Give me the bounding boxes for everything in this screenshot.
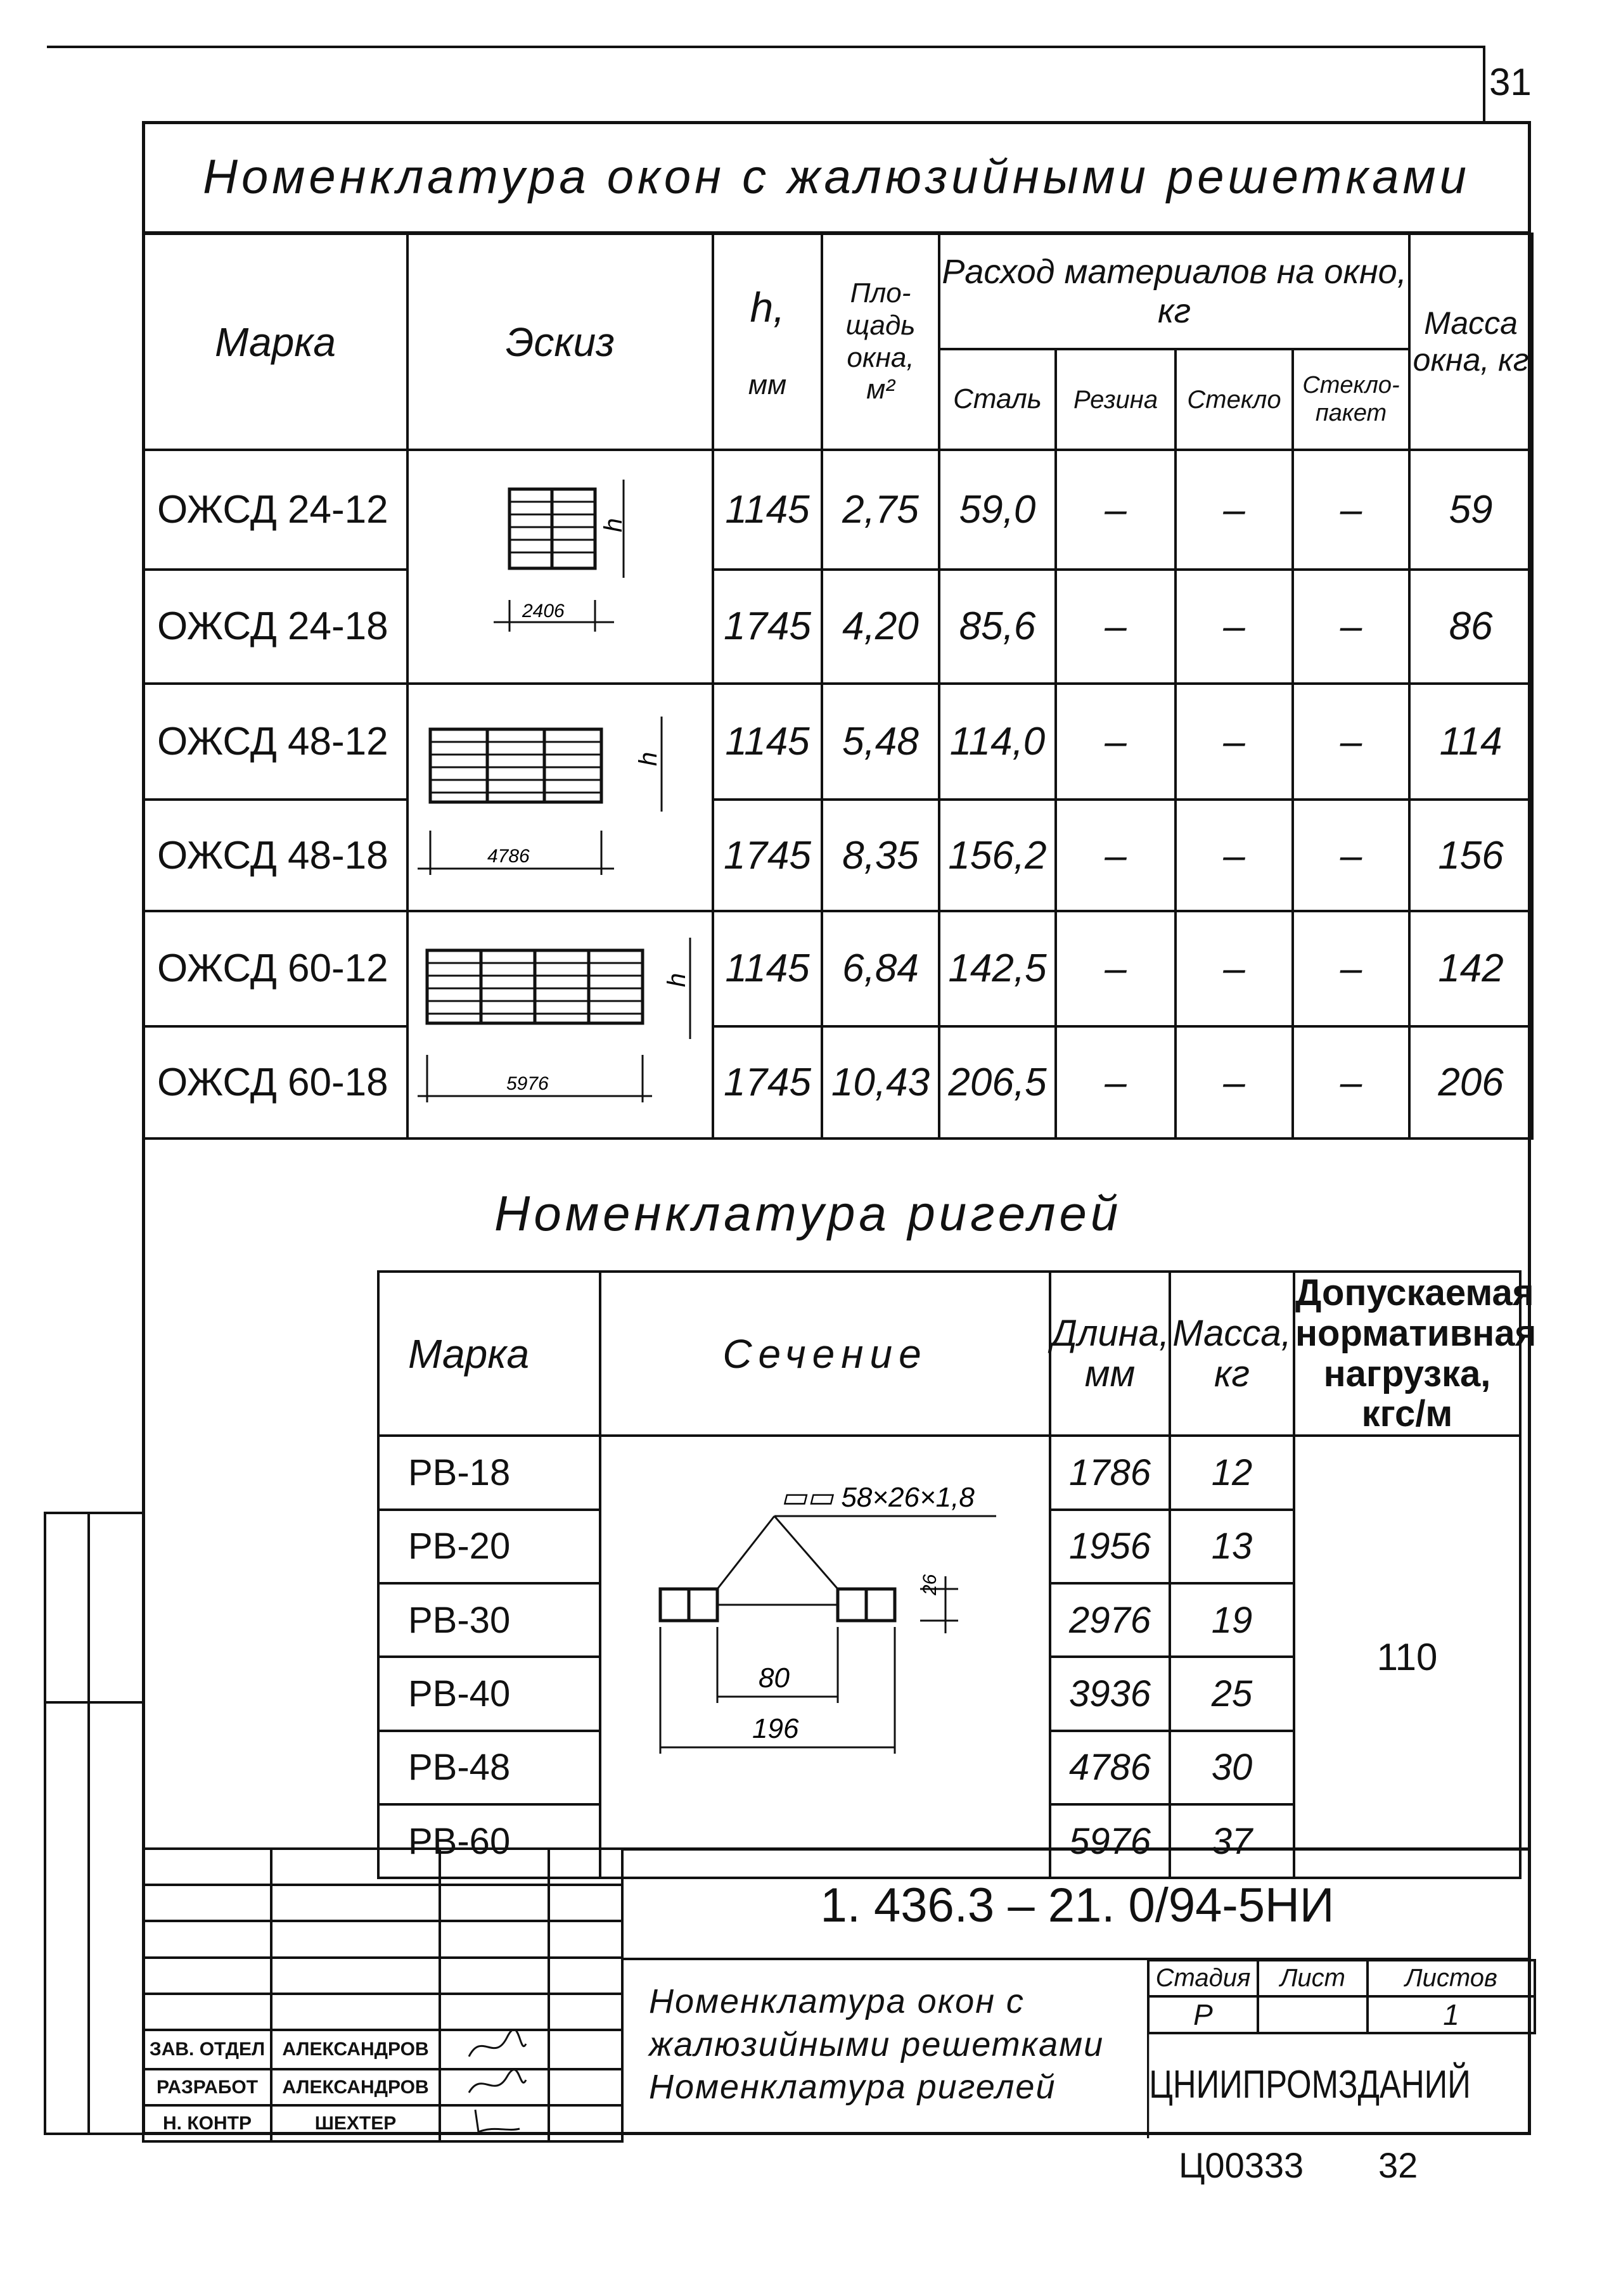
row-mass: 12 [1170, 1436, 1294, 1509]
row-area: 4,20 [822, 570, 939, 684]
signature-icon [440, 2069, 549, 2105]
row-mark: РВ-20 [378, 1510, 600, 1583]
header-glass-unit: Стекло-пакет [1293, 349, 1409, 450]
row-mark: ОЖСД 48-12 [143, 684, 407, 800]
header-materials: Расход материалов на окно, кг [939, 234, 1409, 349]
staff-row [143, 2069, 622, 2105]
row-mass: 19 [1170, 1583, 1294, 1657]
row-steel: 156,2 [939, 800, 1056, 911]
row-glass-unit: – [1293, 570, 1409, 684]
row-h: 1745 [713, 570, 822, 684]
sketch-width-label: 4786 [487, 846, 530, 867]
header-h-unit: мм [748, 369, 787, 400]
table-row [143, 570, 1532, 684]
beam-section-sketch-icon [603, 1437, 1047, 1868]
row-area: 5,48 [822, 684, 939, 800]
header-mass: Масса, кг [1170, 1272, 1294, 1436]
row-steel: 85,6 [939, 570, 1056, 684]
header-mass: Масса окна, кг [1409, 234, 1532, 450]
table-row [143, 450, 1532, 570]
row-glass: – [1176, 911, 1293, 1026]
row-h: 1145 [713, 684, 822, 800]
row-h: 1745 [713, 800, 822, 911]
header-h [713, 234, 822, 450]
row-mass: 13 [1170, 1510, 1294, 1583]
row-rubber: – [1056, 570, 1176, 684]
load-value: 110 [1294, 1436, 1520, 1878]
row-mass: 37 [1170, 1804, 1294, 1878]
header-mark: Марка [378, 1272, 600, 1436]
row-rubber: – [1056, 1026, 1176, 1138]
row-mass: 30 [1170, 1731, 1294, 1804]
header-mark: Марка [143, 234, 407, 450]
sheets-header: Листов [1368, 1960, 1535, 1996]
row-length: 5976 [1050, 1804, 1170, 1878]
row-mark: ОЖСД 60-12 [143, 911, 407, 1026]
row-length: 3936 [1050, 1657, 1170, 1730]
row-glass: – [1176, 570, 1293, 684]
top-rule [47, 46, 1485, 48]
row-area: 2,75 [822, 450, 939, 570]
sheet-value [1258, 1996, 1368, 2033]
header-h-label: h, [750, 283, 785, 331]
sheet-header: Лист [1258, 1960, 1368, 1996]
header-section: Сечение [600, 1272, 1050, 1436]
row-steel: 142,5 [939, 911, 1056, 1026]
row-mass: 114 [1409, 684, 1532, 800]
row-mark: ОЖСД 24-18 [143, 570, 407, 684]
row-area: 10,43 [822, 1026, 939, 1138]
row-steel: 206,5 [939, 1026, 1056, 1138]
header-length: Длина, мм [1050, 1272, 1170, 1436]
row-area: 6,84 [822, 911, 939, 1026]
staff-name: АЛЕКСАНДРОВ [271, 2069, 440, 2105]
row-length: 1786 [1050, 1436, 1170, 1509]
sketch-h-label: h [634, 751, 662, 766]
row-length: 2976 [1050, 1583, 1170, 1657]
signature-icon [440, 2030, 549, 2069]
window-24-sketch-icon [411, 451, 709, 673]
header-sketch: Эскиз [407, 234, 713, 450]
archive-stamp-code: Ц00333 [1179, 2145, 1304, 2185]
staff-name: АЛЕКСАНДРОВ [271, 2030, 440, 2069]
beams-title: Номенклатура ригелей [494, 1185, 1122, 1241]
staff-role: РАЗРАБОТ [143, 2069, 271, 2105]
table-row [143, 800, 1532, 911]
row-glass-unit: – [1293, 911, 1409, 1026]
section-outer-label: 196 [752, 1713, 799, 1745]
archive-stamp-number: 32 [1378, 2145, 1418, 2185]
row-mass: 25 [1170, 1657, 1294, 1730]
row-glass: – [1176, 450, 1293, 570]
description-line: жалюзийными решетками [649, 2025, 1105, 2063]
staff-row [143, 2030, 622, 2069]
header-area-label: Пло-щадь окна, [845, 277, 916, 373]
row-mass: 86 [1409, 570, 1532, 684]
row-glass: – [1176, 1026, 1293, 1138]
section-height-label: 26 [919, 1574, 940, 1596]
row-mass: 206 [1409, 1026, 1532, 1138]
sketch-width-label: 2406 [522, 601, 565, 622]
row-rubber: – [1056, 684, 1176, 800]
row-length: 4786 [1050, 1731, 1170, 1804]
windows-title: Номенклатура окон с жалюзийными решетками [142, 121, 1531, 234]
row-glass-unit: – [1293, 800, 1409, 911]
sketch-window-48 [407, 684, 713, 911]
staff-role: Н. КОНТР [143, 2105, 271, 2141]
header-rubber: Резина [1056, 349, 1176, 450]
table-row [378, 1436, 1520, 1509]
section-sketch [600, 1436, 1050, 1878]
row-glass-unit: – [1293, 1026, 1409, 1138]
row-mass: 59 [1409, 450, 1532, 570]
row-rubber: – [1056, 800, 1176, 911]
stage-header: Стадия [1148, 1960, 1258, 1996]
table-row [143, 1026, 1532, 1138]
row-steel: 59,0 [939, 450, 1056, 570]
row-glass: – [1176, 684, 1293, 800]
stage-table [1147, 1959, 1536, 2034]
row-h: 1145 [713, 911, 822, 1026]
table-row [143, 684, 1532, 800]
signature-icon [440, 2105, 549, 2141]
description-line: Номенклатура ригелей [649, 2068, 1056, 2106]
header-area-unit: м² [866, 374, 895, 405]
row-h: 1145 [713, 450, 822, 570]
header-area [822, 234, 939, 450]
row-rubber: – [1056, 911, 1176, 1026]
sketch-h-label: h [599, 518, 627, 532]
staff-row [143, 2105, 622, 2141]
row-mark: ОЖСД 24-12 [143, 450, 407, 570]
row-mark: РВ-18 [378, 1436, 600, 1509]
window-48-sketch-icon [411, 685, 709, 900]
title-block-right [621, 1847, 1531, 2135]
row-steel: 114,0 [939, 684, 1056, 800]
sketch-h-label: h [663, 973, 691, 987]
description-line: Номенклатура окон с [649, 1982, 1025, 2020]
sketch-width-label: 5976 [506, 1073, 549, 1094]
title-block-staff [142, 1847, 624, 2143]
sheet-description [649, 1980, 1104, 2109]
margin-stub [44, 1512, 145, 2135]
row-area: 8,35 [822, 800, 939, 911]
page-number: 31 [1489, 61, 1532, 103]
header-load: Допускаемая нормативная нагрузка, кгс/м [1295, 1272, 1537, 1435]
section-profile-label: ▭▭ 58×26×1,8 [781, 1482, 975, 1514]
row-h: 1745 [713, 1026, 822, 1138]
header-glass: Стекло [1176, 349, 1293, 450]
row-mass: 142 [1409, 911, 1532, 1026]
staff-role: ЗАВ. ОТДЕЛ [143, 2030, 271, 2069]
beams-table [377, 1270, 1537, 1879]
row-glass-unit: – [1293, 450, 1409, 570]
sketch-window-60 [407, 911, 713, 1138]
staff-name: ШЕХТЕР [271, 2105, 440, 2141]
row-glass-unit: – [1293, 684, 1409, 800]
row-rubber: – [1056, 450, 1176, 570]
section-inner-label: 80 [759, 1662, 790, 1694]
row-mark: ОЖСД 60-18 [143, 1026, 407, 1138]
row-mass: 156 [1409, 800, 1532, 911]
row-mark: ОЖСД 48-18 [143, 800, 407, 911]
table-row [143, 911, 1532, 1026]
row-mark: РВ-60 [378, 1804, 600, 1878]
row-length: 1956 [1050, 1510, 1170, 1583]
header-steel: Сталь [939, 349, 1056, 450]
row-mark: РВ-40 [378, 1657, 600, 1730]
stage-value: Р [1148, 1996, 1258, 2033]
row-mark: РВ-30 [378, 1583, 600, 1657]
organization: ЦНИИПРОМЗДАНИЙ [1147, 2032, 1464, 2138]
row-mark: РВ-48 [378, 1731, 600, 1804]
document-code: 1. 436.3 – 21. 0/94-5НИ [624, 1851, 1531, 1960]
window-60-sketch-icon [411, 912, 709, 1128]
windows-table [142, 233, 1534, 1140]
sheets-value: 1 [1368, 1996, 1535, 2033]
row-glass: – [1176, 800, 1293, 911]
sketch-window-24 [407, 450, 713, 684]
